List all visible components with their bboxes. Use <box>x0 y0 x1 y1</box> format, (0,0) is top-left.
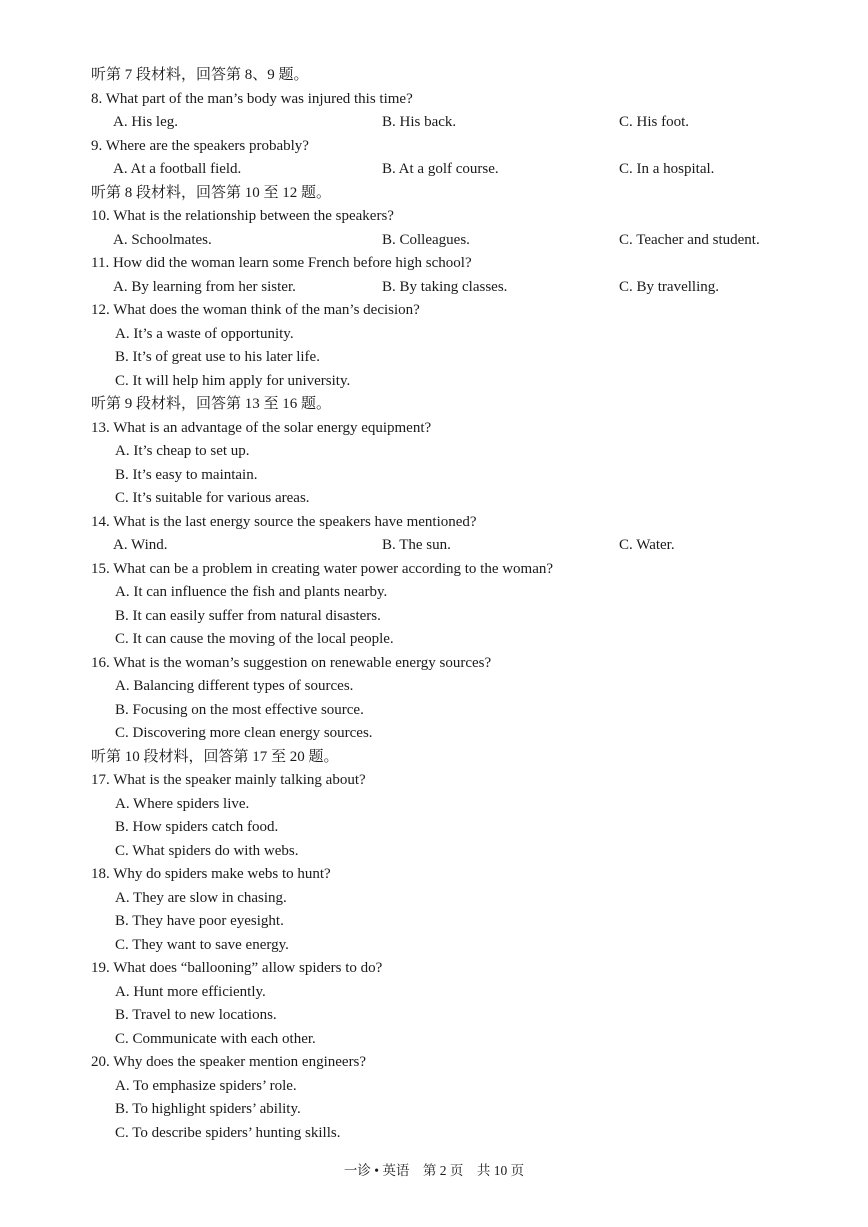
answer-option: C. To describe spiders’ hunting skills. <box>115 1124 341 1141</box>
answer-option: C. Teacher and student. <box>619 231 760 248</box>
answer-option: B. How spiders catch food. <box>115 819 279 835</box>
answer-option: B. The sun. <box>382 537 451 553</box>
answer-options-row <box>91 229 791 253</box>
answer-option: C. They want to save energy. <box>115 936 289 953</box>
answer-option: A. Where spiders live. <box>115 795 250 812</box>
answer-option: A. At a football field. <box>113 161 242 177</box>
answer-options-row <box>91 158 791 182</box>
answer-option: B. Colleagues. <box>382 231 470 248</box>
answer-option: C. By travelling. <box>619 278 719 295</box>
answer-option: B. It’s easy to maintain. <box>115 466 258 483</box>
question-content <box>91 64 791 1145</box>
answer-option: B. By taking classes. <box>382 278 508 295</box>
answer-option: B. His back. <box>382 114 457 130</box>
question-text: 12. What does the woman think of the man’s decision? <box>91 302 420 318</box>
question-text: 20. Why does the speaker mention engineers? <box>91 1054 367 1070</box>
answer-option: B. It can easily suffer from natural disasters. <box>115 607 381 624</box>
question-text: 18. Why do spiders make webs to hunt? <box>91 866 331 882</box>
answer-option: A. Hunt more efficiently. <box>115 983 266 1000</box>
question-text: 8. What part of the man’s body was injured this time? <box>91 90 413 107</box>
answer-option: C. What spiders do with webs. <box>115 842 299 859</box>
answer-option: C. It’s suitable for various areas. <box>115 490 310 506</box>
question-text: 9. Where are the speakers probably? <box>91 137 309 154</box>
answer-option: B. At a golf course. <box>382 161 499 177</box>
answer-option: C. It will help him apply for university. <box>115 372 351 389</box>
answer-option: A. Wind. <box>113 537 168 553</box>
answer-options-row <box>91 111 791 135</box>
answer-option: A. It can influence the fish and plants nearby. <box>115 584 388 600</box>
question-text: 15. What can be a problem in creating water power according to the woman? <box>91 560 554 577</box>
answer-option: A. Schoolmates. <box>113 231 212 248</box>
answer-options-row <box>91 534 791 558</box>
question-text: 10. What is the relationship between the speakers? <box>91 208 394 224</box>
answer-option: C. Communicate with each other. <box>115 1030 316 1047</box>
answer-option: A. To emphasize spiders’ role. <box>115 1077 297 1094</box>
answer-option: A. His leg. <box>113 114 178 130</box>
question-text: 14. What is the last energy source the speakers have mentioned? <box>91 513 477 530</box>
answer-option: B. Travel to new locations. <box>115 1007 277 1023</box>
answer-option: A. They are slow in chasing. <box>115 889 287 906</box>
answer-option: B. To highlight spiders’ ability. <box>115 1101 301 1117</box>
section-heading: 听第 7 段材料，回答第 8、9 题。 <box>91 67 309 83</box>
question-text: 16. What is the woman’s suggestion on renewable energy sources? <box>91 654 492 671</box>
section-heading: 听第 8 段材料，回答第 10 至 12 题。 <box>91 184 332 201</box>
question-text: 13. What is an advantage of the solar energy equipment? <box>91 419 432 436</box>
question-text: 19. What does “ballooning” allow spiders to do? <box>91 960 383 976</box>
answer-option: A. By learning from her sister. <box>113 278 296 295</box>
answer-option: B. It’s of great use to his later life. <box>115 349 320 365</box>
answer-option: C. His foot. <box>619 114 690 130</box>
question-text: 17. What is the speaker mainly talking about? <box>91 772 366 788</box>
answer-option: A. It’s cheap to set up. <box>115 443 250 459</box>
answer-option: C. Discovering more clean energy sources. <box>115 725 373 741</box>
section-heading: 听第 10 段材料，回答第 17 至 20 题。 <box>91 748 339 765</box>
section-heading: 听第 9 段材料，回答第 13 至 16 题。 <box>91 396 332 412</box>
answer-option: B. Focusing on the most effective source. <box>115 701 364 718</box>
answer-options-row <box>91 276 791 300</box>
answer-option: C. In a hospital. <box>619 161 715 177</box>
answer-option: B. They have poor eyesight. <box>115 913 284 929</box>
answer-option: A. It’s a waste of opportunity. <box>115 325 294 342</box>
answer-option: C. Water. <box>619 537 675 553</box>
answer-option: A. Balancing different types of sources. <box>115 678 354 694</box>
question-text: 11. How did the woman learn some French before high school? <box>91 255 472 271</box>
answer-option: C. It can cause the moving of the local people. <box>115 631 394 647</box>
page-footer: 一诊 • 英语 第 2 页 共 10 页 <box>343 1163 525 1178</box>
